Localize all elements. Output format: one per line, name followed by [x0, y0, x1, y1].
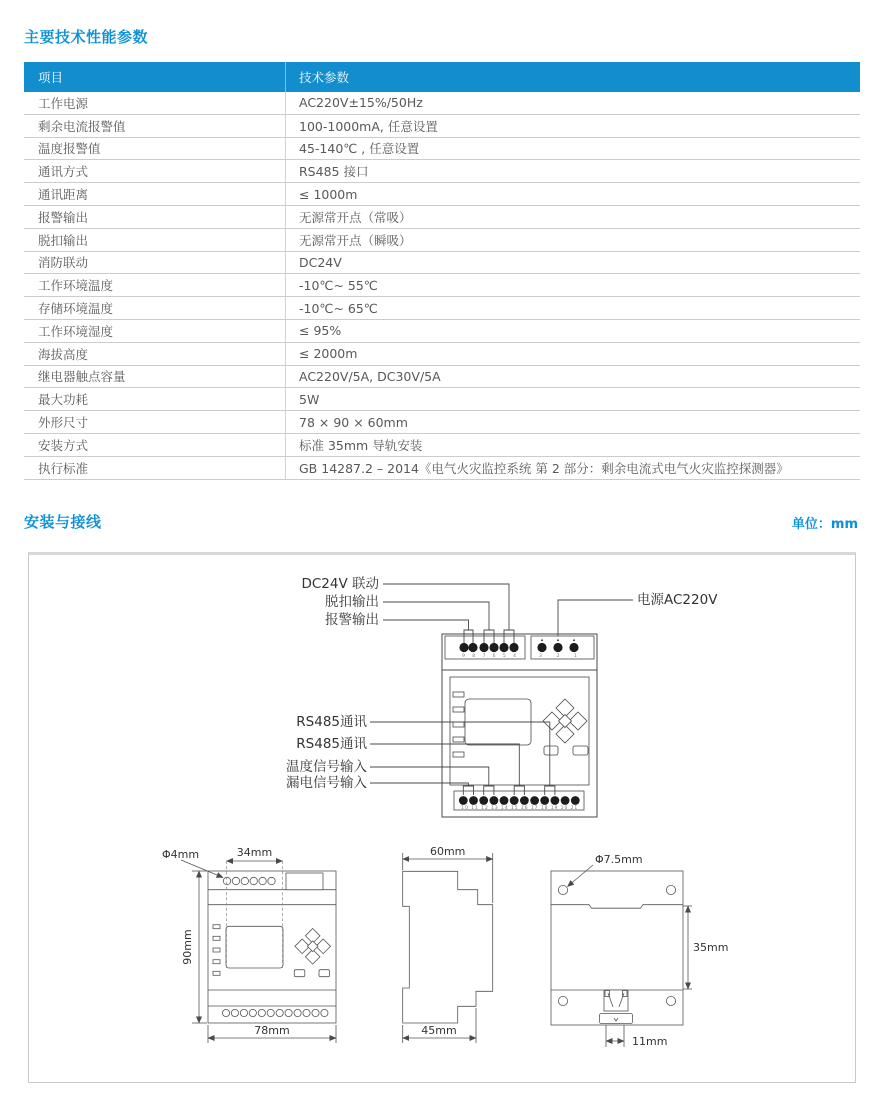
dim-back-hole: Φ7.5mm [595, 853, 643, 866]
table-row [24, 411, 860, 434]
spec-value-cell: 100-1000mA, 任意设置 [285, 115, 860, 137]
spec-value-cell: AC220V±15%/50Hz [285, 92, 860, 114]
spec-value-cell: ≤ 2000m [285, 343, 860, 365]
dim-side-bottom-depth: 45mm [421, 1024, 457, 1037]
table-row [24, 297, 860, 320]
spec-value-cell: -10℃~ 55℃ [285, 274, 860, 296]
din-rail-clip [600, 990, 633, 1024]
terminal-block-top-left [445, 636, 525, 659]
specs-table [24, 62, 860, 480]
table-row [24, 457, 860, 480]
spec-value-cell: GB 14287.2 – 2014《电气火灾监控系统 第 2 部分：剩余电流式电气火灾监控探测器》 [285, 457, 860, 479]
spec-item-cell: 继电器触点容量 [38, 369, 126, 385]
label-trip-output: 脱扣输出 [325, 594, 379, 610]
table-header-value: 技术参数 [285, 62, 860, 92]
spec-value-cell: DC24V [285, 252, 860, 274]
spec-value-cell: 78 × 90 × 60mm [285, 411, 860, 433]
dim-side-top-depth: 60mm [429, 845, 466, 858]
front-view-drawing [162, 846, 336, 1043]
terminal-block-top-right [531, 636, 594, 659]
spec-item-cell: 温度报警值 [38, 141, 101, 157]
spec-value-cell: -10℃~ 65℃ [285, 297, 860, 319]
dim-back-clip-width: 11mm [632, 1035, 668, 1048]
wiring-diagram [286, 575, 718, 817]
table-row [24, 115, 860, 138]
specs-section-title: 主要技术性能参数 [24, 28, 149, 46]
spec-item-cell: 消防联动 [38, 255, 89, 271]
spec-value-cell: AC220V/5A, DC30V/5A [285, 366, 860, 388]
label-rs485-a: RS485通讯 [296, 714, 367, 730]
table-row [24, 183, 860, 206]
spec-item-cell: 安装方式 [38, 437, 89, 453]
spec-value-cell: 无源常开点（常吸） [285, 206, 860, 228]
side-view-drawing [403, 845, 493, 1043]
table-row [24, 229, 860, 252]
table-row [24, 388, 860, 411]
spec-value-cell: ≤ 1000m [285, 183, 860, 205]
dim-back-inner-height: 35mm [693, 941, 729, 954]
terminal-numbers-bottom: 10 11 12 13 14 15 16 17 18 19 20 21 [461, 805, 578, 811]
table-row [24, 343, 860, 366]
dim-front-top-width: 34mm [236, 846, 273, 859]
spec-item-cell: 最大功耗 [38, 392, 89, 408]
unit-label: 单位：mm [791, 517, 858, 532]
spec-item-cell: 剩余电流报警值 [38, 118, 126, 134]
table-row [24, 252, 860, 275]
spec-item-cell: 海拔高度 [38, 346, 89, 362]
spec-value-cell: 无源常开点（瞬吸） [285, 229, 860, 251]
install-diagram-panel [28, 552, 856, 1083]
table-header-item: 项目 [38, 70, 64, 85]
terminal-numbers-top-left: 9 8 7 6 5 4 [462, 653, 516, 659]
label-rs485-b: RS485通讯 [296, 736, 367, 752]
table-row [24, 92, 860, 115]
dim-front-hole: Φ4mm [162, 848, 200, 861]
spec-item-cell: 工作环境温度 [38, 278, 114, 294]
spec-item-cell: 脱扣输出 [38, 232, 89, 248]
spec-item-cell: 工作环境湿度 [38, 323, 114, 339]
spec-value-cell: 5W [285, 388, 860, 410]
spec-value-cell: RS485 接口 [285, 160, 860, 182]
table-row [24, 138, 860, 161]
back-view-drawing [551, 853, 728, 1048]
table-row [24, 160, 860, 183]
table-row [24, 434, 860, 457]
label-dc24v-linkage: DC24V 联动 [301, 576, 379, 592]
spec-value-cell: 45-140℃ , 任意设置 [285, 138, 860, 160]
table-row [24, 320, 860, 343]
spec-item-cell: 存储环境温度 [38, 301, 114, 317]
spec-item-cell: 通讯距离 [38, 187, 89, 203]
spec-value-cell: ≤ 95% [285, 320, 860, 342]
spec-item-cell: 通讯方式 [38, 164, 89, 180]
table-row [24, 366, 860, 389]
dim-front-width: 78mm [254, 1024, 290, 1037]
label-temp-input: 温度信号输入 [286, 759, 367, 775]
spec-item-cell: 外形尺寸 [38, 415, 89, 431]
install-section-title: 安装与接线 [24, 513, 102, 531]
table-header-row [24, 62, 860, 92]
dim-front-height: 90mm [181, 929, 194, 965]
label-alarm-output: 报警输出 [325, 612, 379, 628]
spec-item-cell: 报警输出 [38, 209, 89, 225]
spec-item-cell: 执行标准 [38, 460, 89, 476]
spec-value-cell: 标准 35mm 导轨安装 [285, 434, 860, 456]
installation-diagram [29, 555, 855, 1082]
front-lcd [226, 926, 283, 968]
label-power-ac220v: 电源AC220V [637, 592, 718, 608]
table-row [24, 206, 860, 229]
spec-item-cell: 工作电源 [38, 95, 89, 111]
label-leakage-input: 漏电信号输入 [286, 775, 367, 791]
table-row [24, 274, 860, 297]
terminal-numbers-top-right: 3 2 1 [539, 653, 577, 659]
